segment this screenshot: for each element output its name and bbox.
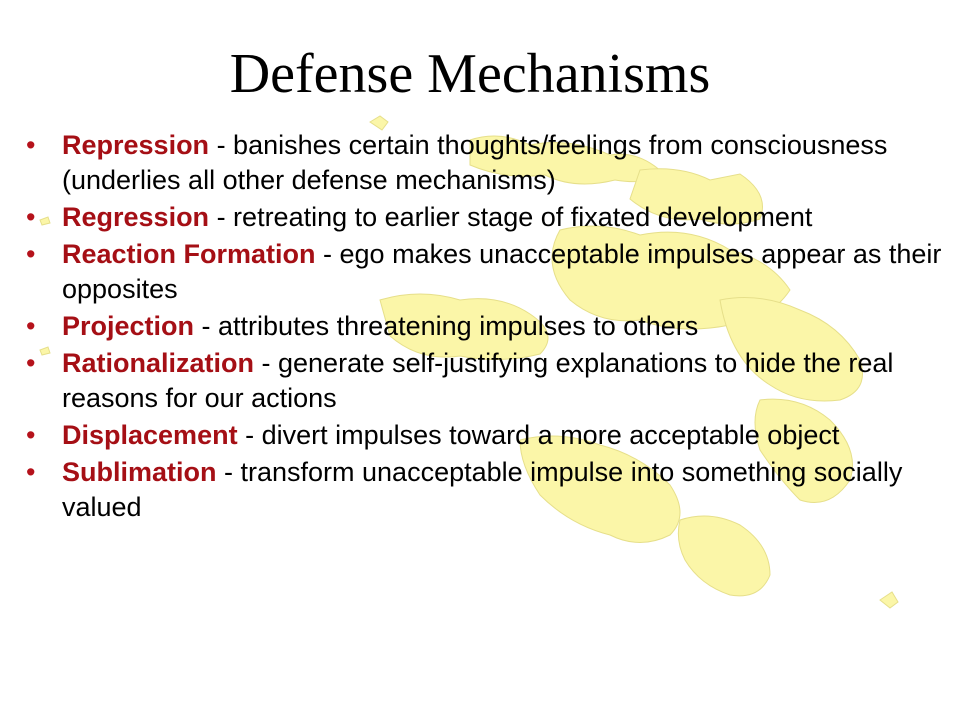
list-item [26,128,946,198]
term-description: - banishes certain thoughts/feelings from consciousness (underlies all other defense mechanisms) [62,130,888,195]
term-label: Rationalization [62,348,255,378]
term-description: - ego makes unacceptable impulses appear as their opposites [62,239,942,304]
slide-title: Defense Mechanisms [229,43,711,105]
term-description: - transform unacceptable impulse into something socially valued [62,457,903,522]
term-label: Repression [62,130,210,160]
bullet-icon: • [26,130,36,160]
list-item [26,309,946,344]
term-label: Displacement [62,420,238,450]
bullet-icon: • [26,348,36,378]
term-description: - generate self-justifying explanations to hide the real reasons for our actions [62,348,894,413]
term-label: Regression [62,202,210,232]
term-label: Projection [62,311,195,341]
bullet-icon: • [26,457,36,487]
list-item [26,455,946,525]
bullet-icon: • [26,202,36,232]
bullet-icon: • [26,311,36,341]
list-item [26,418,946,453]
list-item [26,237,946,307]
term-description: - attributes threatening impulses to others [194,311,699,341]
term-label: Sublimation [62,457,217,487]
term-description: - retreating to earlier stage of fixated development [209,202,813,232]
list-item [26,200,946,235]
defense-mechanism-list [26,128,946,527]
term-description: - divert impulses toward a more acceptable object [237,420,840,450]
bullet-icon: • [26,420,36,450]
list-item [26,346,946,416]
term-label: Reaction Formation [62,239,316,269]
bullet-icon: • [26,239,36,269]
